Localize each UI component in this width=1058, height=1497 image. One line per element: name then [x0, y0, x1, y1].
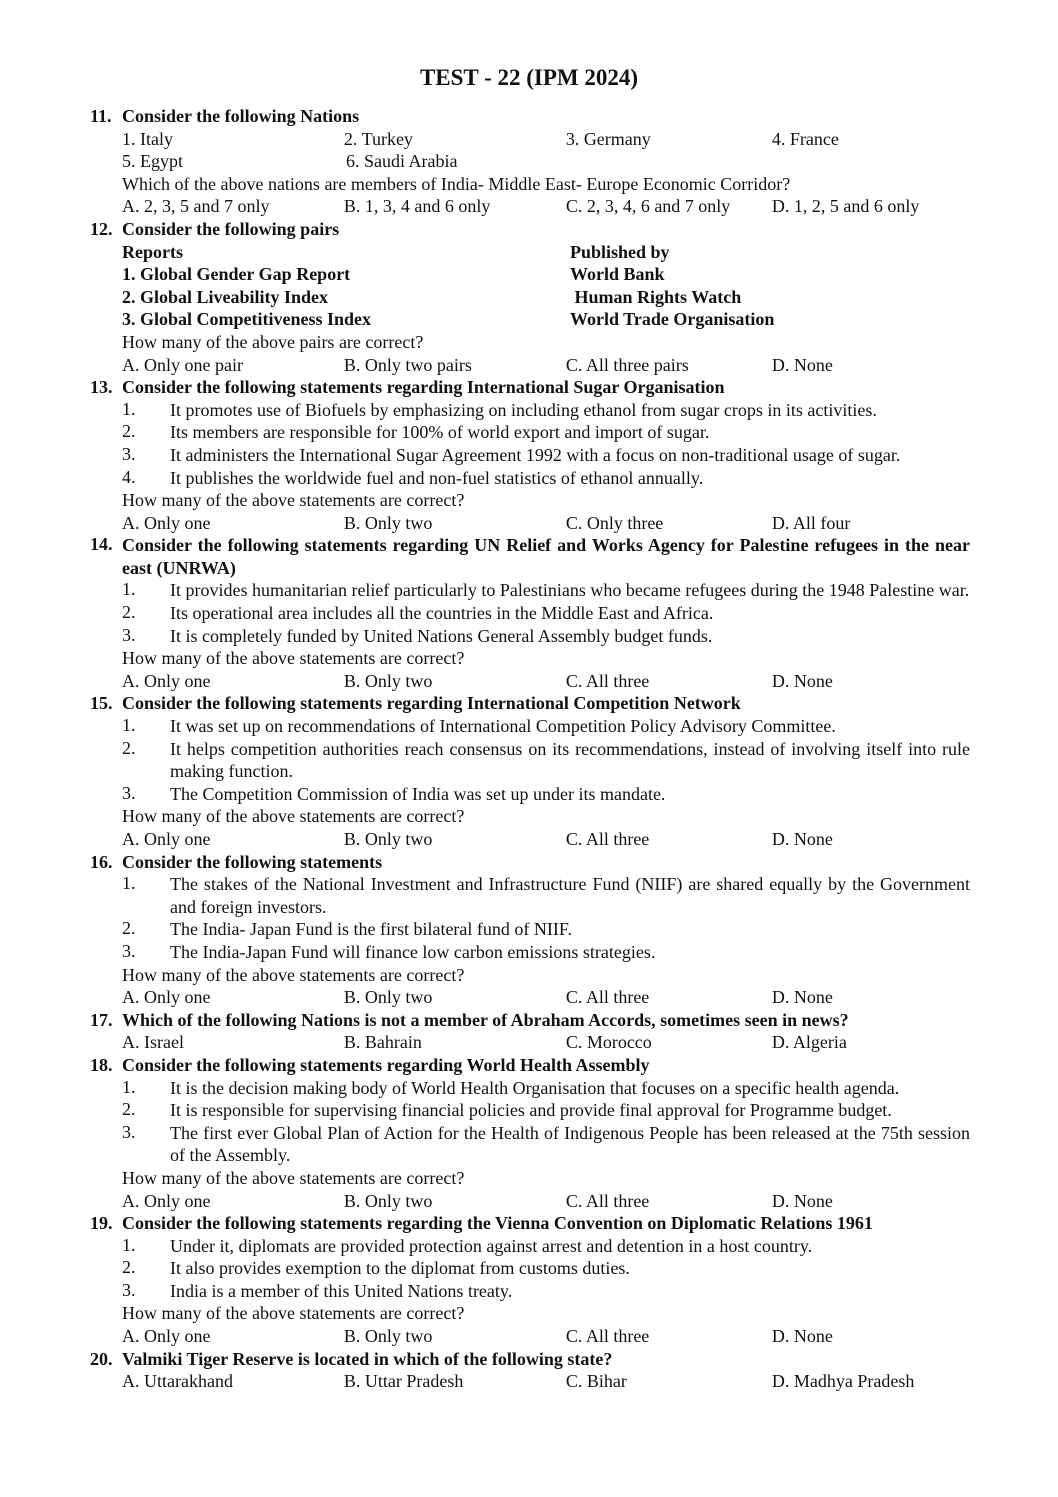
list-item: 5. Egypt [122, 151, 183, 172]
q15-question: How many of the above statements are correct? [122, 806, 465, 827]
option-a: A. Only one [122, 512, 211, 533]
statement: 1. It provides humanitarian relief particularly to Palestinians who became refugees during the 1948 Palestine war. [122, 579, 970, 601]
option-c: C. Morocco [565, 1032, 652, 1053]
option-d: D. None [771, 354, 833, 375]
option-c: C. All three [565, 829, 650, 849]
option-c: C. 2, 3, 4, 6 and 7 only [565, 196, 731, 217]
q11-options [90, 195, 970, 218]
q18-options [90, 1190, 970, 1213]
option-c: C. All three pairs [565, 354, 689, 375]
q11-question: Which of the above nations are members of India- Middle East- Europe Economic Corridor? [122, 173, 791, 194]
q12-question: How many of the above pairs are correct? [122, 331, 424, 352]
option-d: D. None [771, 1190, 833, 1211]
q19-question: How many of the above statements are correct? [122, 1303, 465, 1324]
option-c: C. Bihar [565, 1371, 627, 1392]
option-d: D. Algeria [771, 1032, 847, 1053]
option-d: D. None [771, 1326, 833, 1347]
question-list [90, 105, 970, 1393]
option-b: B. Only two [343, 987, 433, 1008]
option-d: D. 1, 2, 5 and 6 only [771, 196, 920, 217]
option-a: A. Israel [122, 1032, 184, 1053]
statement: 2. The India- Japan Fund is the first bilateral fund of NIIF. [122, 918, 572, 940]
q18-question: How many of the above statements are correct? [122, 1167, 465, 1188]
statement: 2. It is responsible for supervising financial policies and provide final approval for Programme budget. [122, 1099, 892, 1121]
option-a: A. Only one pair [122, 354, 243, 375]
question-11: 11. Consider the following Nations [90, 106, 360, 126]
q12-options [90, 354, 970, 377]
option-b: B. Only two [343, 670, 433, 691]
statement: 1. It was set up on recommendations of International Competition Policy Advisory Committee. [122, 715, 836, 737]
list-item: 1. Italy [122, 128, 173, 149]
q13-question: How many of the above statements are correct? [122, 490, 465, 511]
statement: 3. The first ever Global Plan of Action for the Health of Indigenous People has been released at the 75th session of the Assembly. [122, 1121, 970, 1166]
list-item: 2. Turkey [343, 128, 413, 149]
q17-options [90, 1031, 970, 1054]
q11-items-row-2 [90, 150, 970, 173]
page-title: TEST - 22 (IPM 2024) [419, 65, 639, 90]
question-15: 15. Consider the following statements regarding International Competition Network [90, 693, 741, 714]
question-19: 19. Consider the following statements regarding the Vienna Convention on Diplomatic Relations 1961 [90, 1213, 873, 1234]
option-b: B. Bahrain [343, 1032, 422, 1053]
question-17: 17. Which of the following Nations is not a member of Abraham Accords, sometimes seen in news? [90, 1009, 849, 1030]
column-header: Reports [122, 241, 183, 262]
q13-options [90, 512, 970, 535]
question-20: 20. Valmiki Tiger Reserve is located in which of the following state? [90, 1348, 613, 1369]
option-b: B. Only two pairs [343, 354, 472, 375]
option-d: D. None [771, 829, 833, 849]
option-a: A. Only one [122, 829, 211, 849]
q20-options [90, 1370, 970, 1393]
option-a: A. Uttarakhand [122, 1371, 233, 1392]
pair-row: 3. Global Competitiveness Index World Trade Organisation [122, 309, 775, 330]
statement: 3. India is a member of this United Nations treaty. [122, 1279, 513, 1301]
option-b: B. Only two [343, 1326, 433, 1347]
pair-row: 1. Global Gender Gap Report World Bank [122, 264, 665, 285]
statement: 1. It is the decision making body of World Health Organisation that focuses on a specific health agenda. [122, 1076, 900, 1098]
option-b: B. Only two [343, 1190, 433, 1211]
option-d: D. None [771, 670, 833, 691]
q12-header-row [90, 241, 970, 264]
statement: 2. Its members are responsible for 100% of world export and import of sugar. [122, 421, 710, 443]
statement: 2. It also provides exemption to the diplomat from customs duties. [122, 1257, 630, 1279]
question-12: 12. Consider the following pairs [90, 218, 340, 239]
option-b: B. Only two [343, 829, 433, 849]
option-a: A. Only one [122, 1190, 211, 1211]
option-c: C. All three [565, 987, 650, 1008]
q15-options [90, 828, 970, 851]
option-c: C. All three [565, 1190, 650, 1211]
list-item: 6. Saudi Arabia [346, 151, 458, 172]
option-d: D. None [771, 987, 833, 1008]
question-18: 18. Consider the following statements regarding World Health Assembly [90, 1054, 650, 1075]
statement: 1. The stakes of the National Investment and Infrastructure Fund (NIIF) are shared equally by the Government and foreign investors. [122, 873, 970, 917]
q14-options [90, 670, 970, 693]
statement: 3. The India-Japan Fund will finance low carbon emissions strategies. [122, 940, 656, 962]
option-a: A. 2, 3, 5 and 7 only [122, 196, 270, 217]
column-header: Published by [570, 241, 670, 262]
option-b: B. Uttar Pradesh [343, 1371, 464, 1392]
statement: 1. It promotes use of Biofuels by emphasizing on including ethanol from sugar crops in its activities. [122, 398, 877, 420]
q14-question: How many of the above statements are correct? [122, 648, 465, 669]
statement: 3. It is completely funded by United Nations General Assembly budget funds. [122, 624, 713, 646]
list-item: 4. France [771, 128, 839, 149]
option-c: C. Only three [565, 512, 664, 533]
option-c: C. All three [565, 1326, 650, 1347]
q16-options [90, 986, 970, 1009]
list-item: 3. Germany [565, 128, 651, 149]
option-b: B. Only two [343, 512, 433, 533]
option-b: B. 1, 3, 4 and 6 only [343, 196, 491, 217]
option-a: A. Only one [122, 670, 211, 691]
statement: 1. Under it, diplomats are provided protection against arrest and detention in a host country. [122, 1234, 813, 1256]
question-14: 14. Consider the following statements regarding UN Relief and Works Agency for Palestine refugees in the near east (UNRWA) [90, 534, 970, 578]
q19-options [90, 1325, 970, 1348]
question-13: 13. Consider the following statements regarding International Sugar Organisation [90, 377, 725, 398]
option-d: D. All four [771, 512, 851, 533]
option-c: C. All three [565, 670, 650, 691]
q16-question: How many of the above statements are correct? [122, 964, 465, 985]
statement: 3. It administers the International Sugar Agreement 1992 with a focus on non-traditional usage of sugar. [122, 443, 901, 465]
option-d: D. Madhya Pradesh [771, 1371, 915, 1392]
statement: 2. Its operational area includes all the countries in the Middle East and Africa. [122, 602, 714, 624]
statement: 4. It publishes the worldwide fuel and non-fuel statistics of ethanol annually. [122, 466, 704, 488]
question-16: 16. Consider the following statements [90, 851, 383, 872]
option-a: A. Only one [122, 987, 211, 1008]
q11-items-row-1 [90, 128, 970, 151]
option-a: A. Only one [122, 1326, 211, 1347]
statement: 2. It helps competition authorities reach consensus on its recommendations, instead of involving itself into rule making function. [122, 737, 970, 782]
pair-row: 2. Global Liveability Index Human Rights Watch [122, 286, 742, 307]
statement: 3. The Competition Commission of India was set up under its mandate. [122, 782, 666, 804]
